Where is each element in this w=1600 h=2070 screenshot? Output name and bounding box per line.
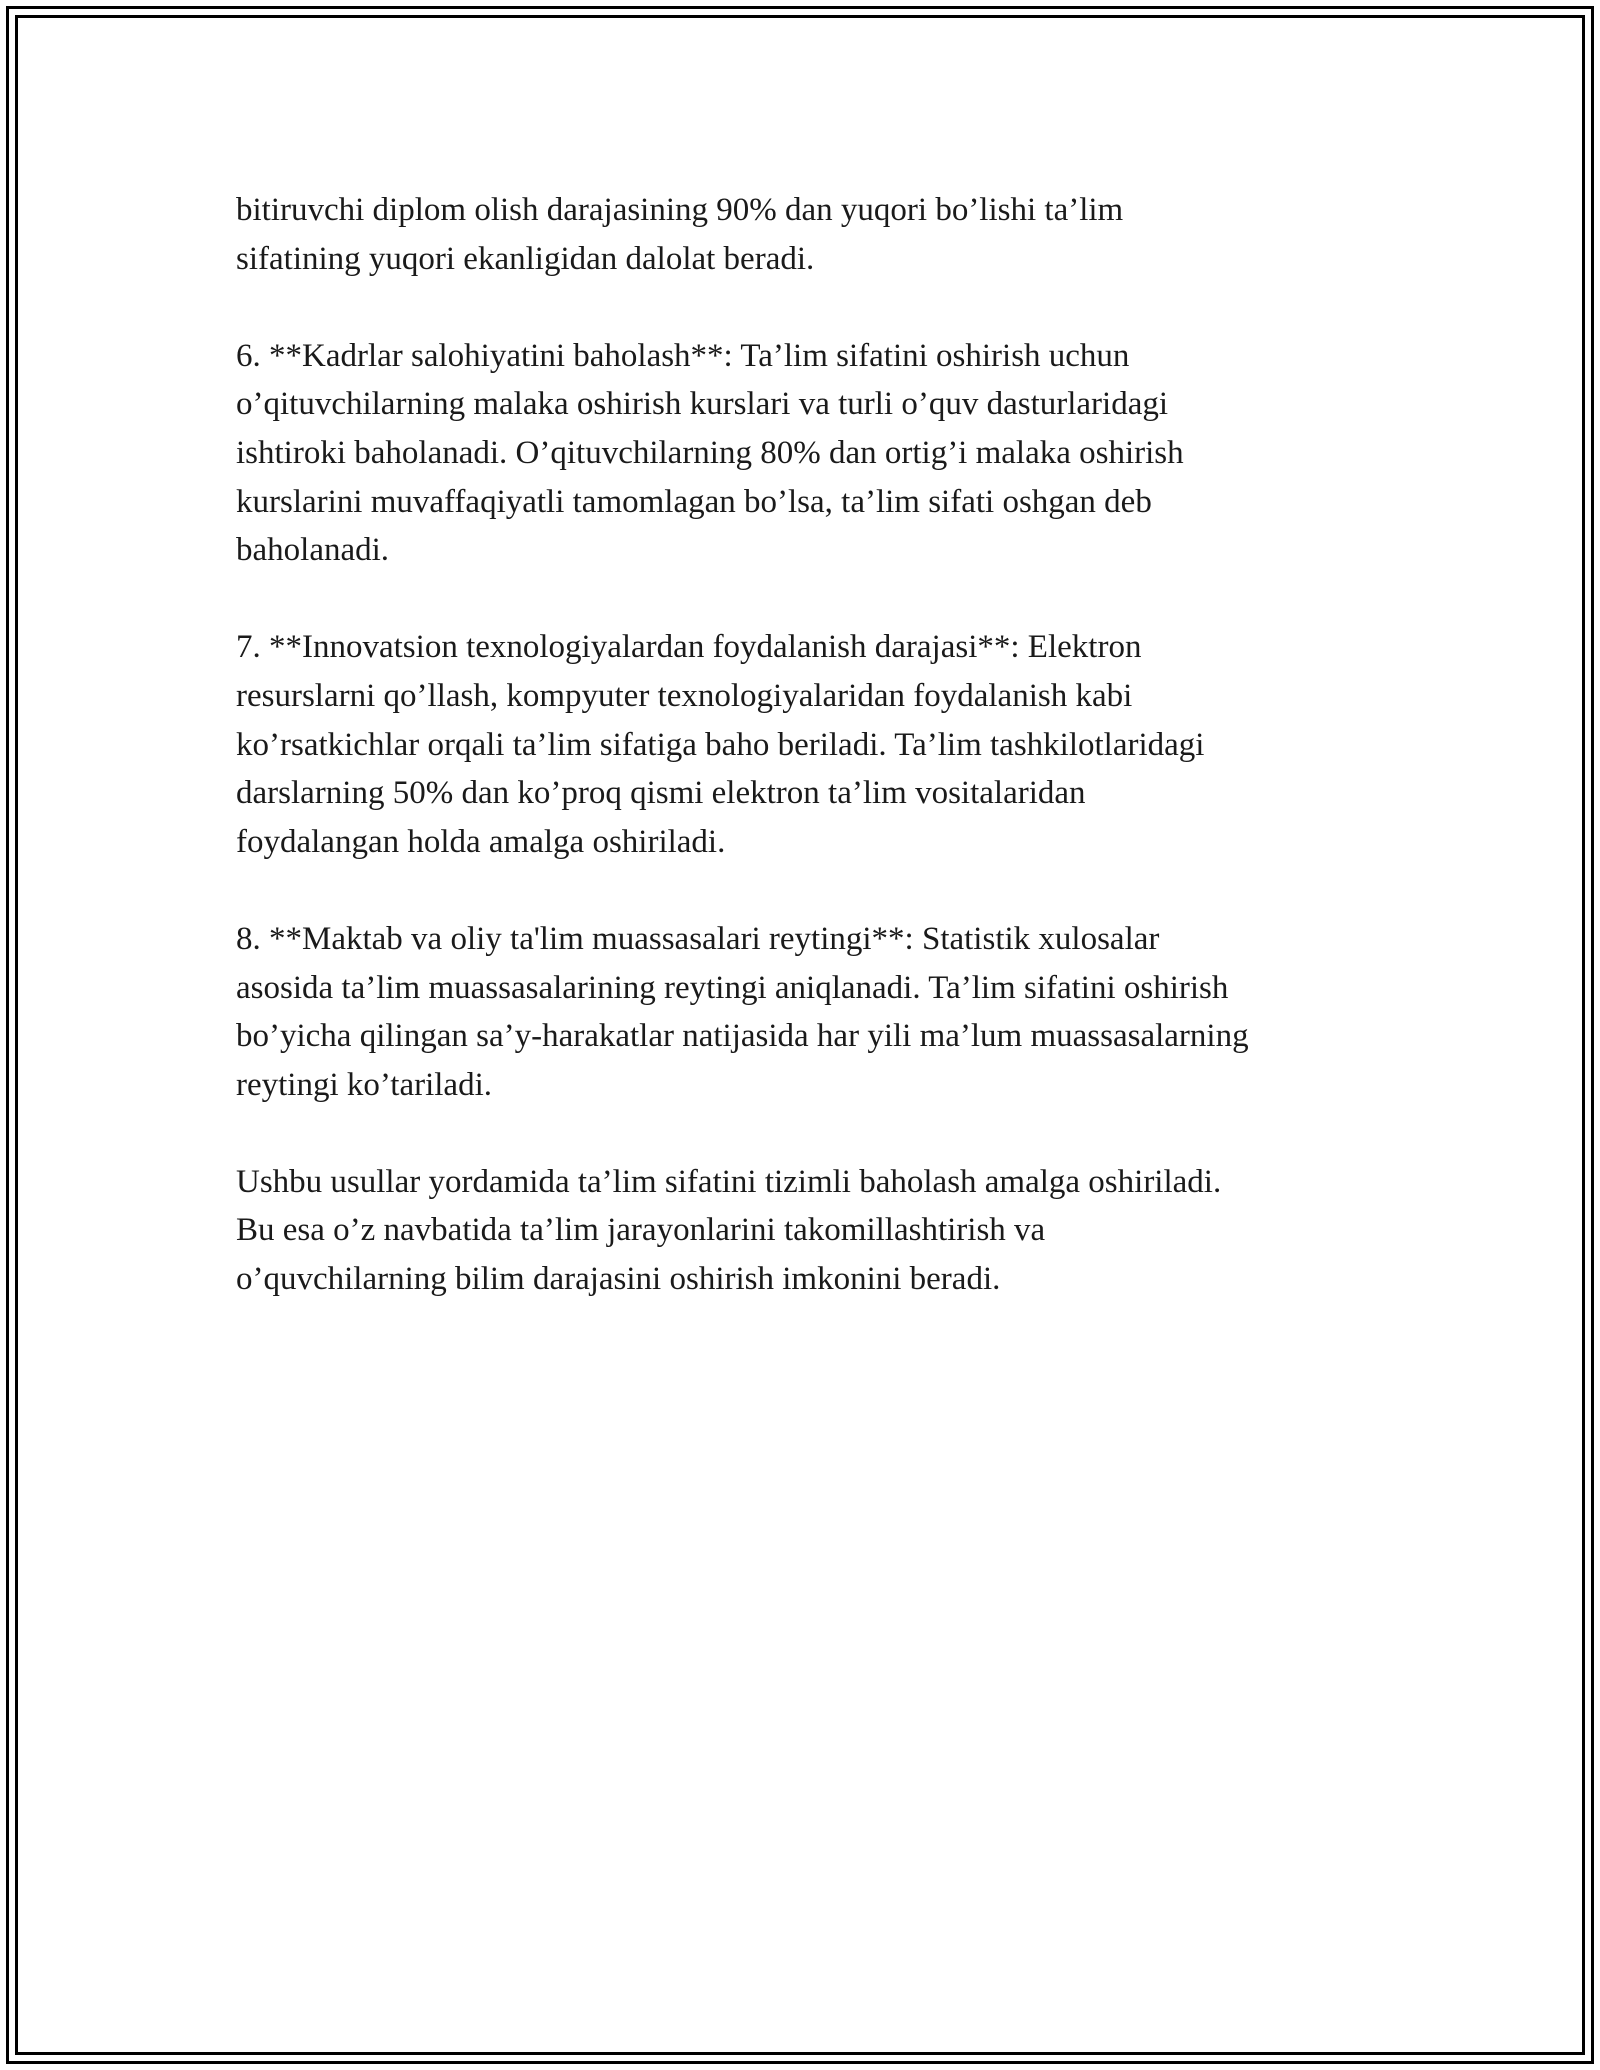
- paragraph-item-8-institution-rating: 8. **Maktab va oliy ta'lim muassasalari reytingi**: Statistik xulosalar asosida ta’lim muassasalarining reytingi aniqlanadi. Ta’lim sifatini oshirish bo’yicha qilingan sa’y-harakatlar natijasida har yili ma’lum muassasalarning reytingi ko’tariladi.: [236, 920, 1249, 1103]
- paragraph-item-6-staff-potential: 6. **Kadrlar salohiyatini baholash**: Ta’lim sifatini oshirish uchun o’qituvchilarning malaka oshirish kurslari va turli o’quv dasturlaridagi ishtiroki baholanadi. O’qituvchilarning 80% dan ortig’i malaka oshirish kurslarini muvaffaqiyatli tamomlagan bo’lsa, ta’lim sifati oshgan deb baholanadi.: [236, 337, 1184, 569]
- paragraph-diploma-rate: bitiruvchi diplom olish darajasining 90% dan yuqori bo’lishi ta’lim sifatining yuqori ekanligidan dalolat beradi.: [236, 192, 1124, 277]
- paragraph-item-7-innovative-tech: 7. **Innovatsion texnologiyalardan foydalanish darajasi**: Elektron resurslarni qo’llash, kompyuter texnologiyalaridan foydalanish kabi ko’rsatkichlar orqali ta’lim sifatiga baho beriladi. Ta’lim tashkilotlaridagi darslarning 50% dan ko’proq qismi elektron ta’lim vositalaridan foydalangan holda amalga oshiriladi.: [236, 629, 1205, 860]
- document-body: [236, 186, 1416, 1352]
- paragraph-conclusion: Ushbu usullar yordamida ta’lim sifatini tizimli baholash amalga oshiriladi. Bu esa o’z navbatida ta’lim jarayonlarini takomillashtirish va o’quvchilarning bilim darajasini oshirish imkonini beradi.: [236, 1163, 1222, 1298]
